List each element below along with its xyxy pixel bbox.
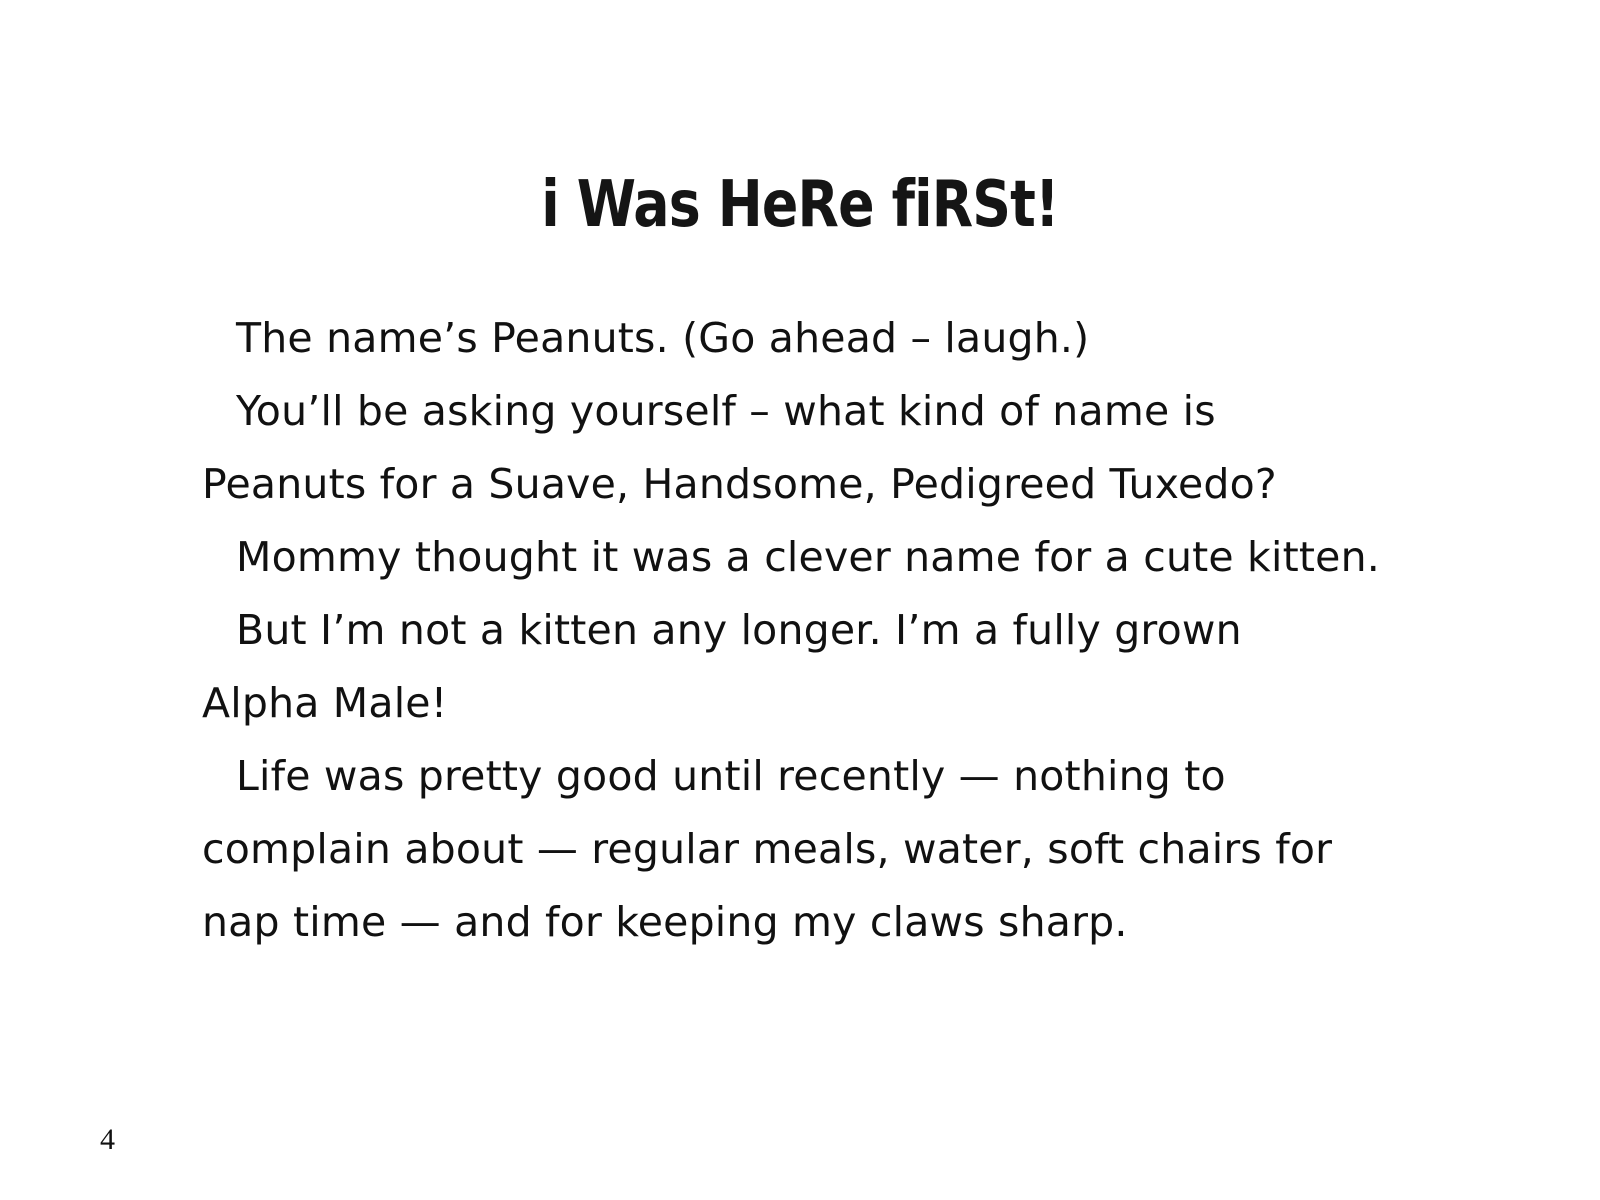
story-line: nap time — and for keeping my claws sharp. [202,898,1128,946]
story-line: Alpha Male! [202,679,448,727]
story-line: complain about — regular meals, water, soft chairs for [202,825,1333,873]
story-line: You’ll be asking yourself – what kind of name is [236,387,1216,435]
story-line: Peanuts for a Suave, Handsome, Pedigreed Tuxedo? [202,460,1277,508]
story-line: The name’s Peanuts. (Go ahead – laugh.) [236,314,1090,362]
chapter-title: i Was HeRe fiRSt! [541,168,1059,242]
story-text [202,302,1402,959]
page-number: 4 [100,1123,115,1156]
story-line: Mommy thought it was a clever name for a cute kitten. [236,533,1380,581]
story-line: Life was pretty good until recently — nothing to [236,752,1226,800]
story-line: But I’m not a kitten any longer. I’m a fully grown [236,606,1242,654]
